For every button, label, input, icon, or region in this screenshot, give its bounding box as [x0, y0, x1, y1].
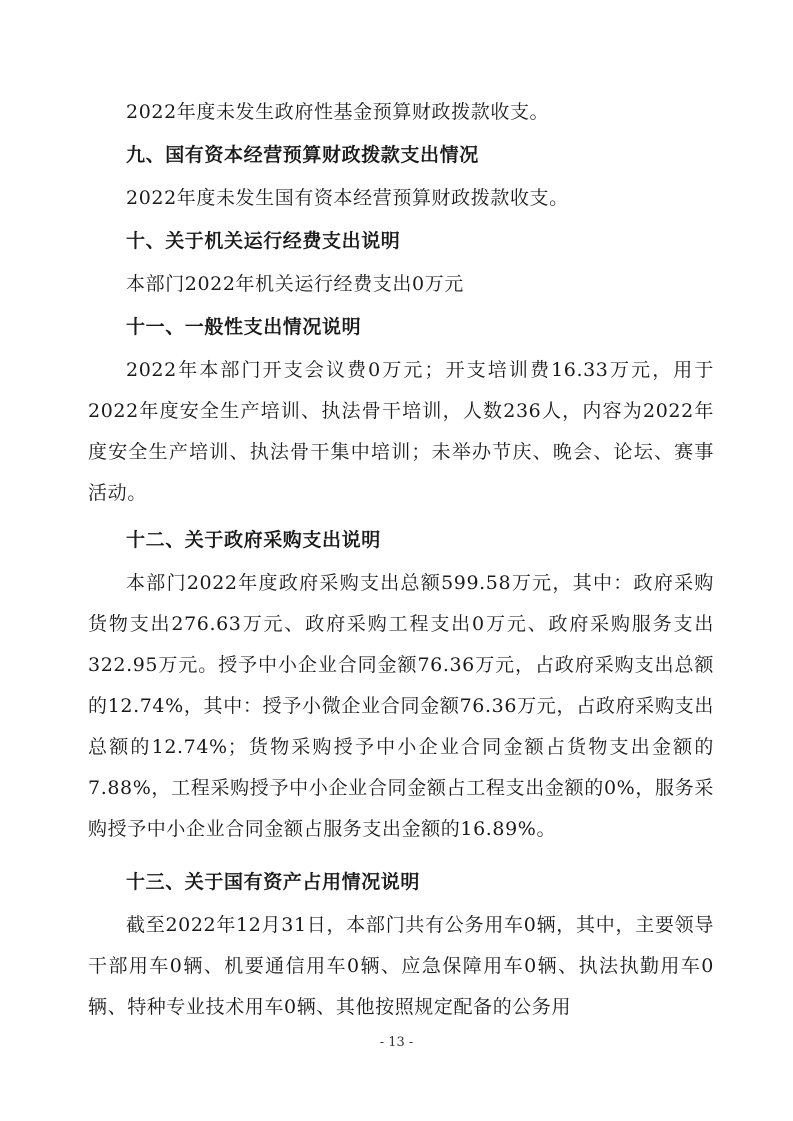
section-heading-12: 十二、关于政府采购支出说明	[126, 529, 381, 551]
paragraph-general-expense: 2022年本部门开支会议费0万元；开支培训费16.33万元，用于2022年度安全生产培训、执法骨干培训，人数236人，内容为2022年度安全生产培训、执法骨干集中培训；未举办节庆、晚会、论坛、赛事活动。	[88, 359, 714, 504]
paragraph-operating-expense: 本部门2022年机关运行经费支出0万元	[126, 273, 464, 295]
paragraph-procurement: 本部门2022年度政府采购支出总额599.58万元，其中：政府采购货物支出276.63万元、政府采购工程支出0万元、政府采购服务支出322.95万元。授予中小企业合同金额76.36万元，占政府采购支出总额的12.74%，其中：授予小微企业合同金额76.36万元，占政府采购支出总额的12.74%；货物采购授予中小企业合同金额占货物支出金额的7.88%，工程采购授予中小企业合同金额占工程支出金额的0%，服务采购授予中小企业合同金额占服务支出金额的16.89%。	[88, 572, 714, 840]
section-heading-9: 九、国有资本经营预算财政拨款支出情况	[126, 144, 479, 166]
page-number: - 13 -	[379, 1035, 414, 1050]
section-heading-10: 十、关于机关运行经费支出说明	[126, 230, 401, 252]
section-heading-11: 十一、一般性支出情况说明	[126, 316, 362, 338]
section-heading-13: 十三、关于国有资产占用情况说明	[126, 871, 421, 893]
paragraph-gov-fund-note: 2022年度未发生政府性基金预算财政拨款收支。	[126, 101, 550, 123]
paragraph-state-capital-note: 2022年度未发生国有资本经营预算财政拨款收支。	[126, 187, 569, 209]
paragraph-state-assets: 截至2022年12月31日，本部门共有公务用车0辆，其中，主要领导干部用车0辆、机要通信用车0辆、应急保障用车0辆、执法执勤用车0辆、特种专业技术用车0辆、其他按照规定配备的公务用	[88, 914, 714, 1018]
